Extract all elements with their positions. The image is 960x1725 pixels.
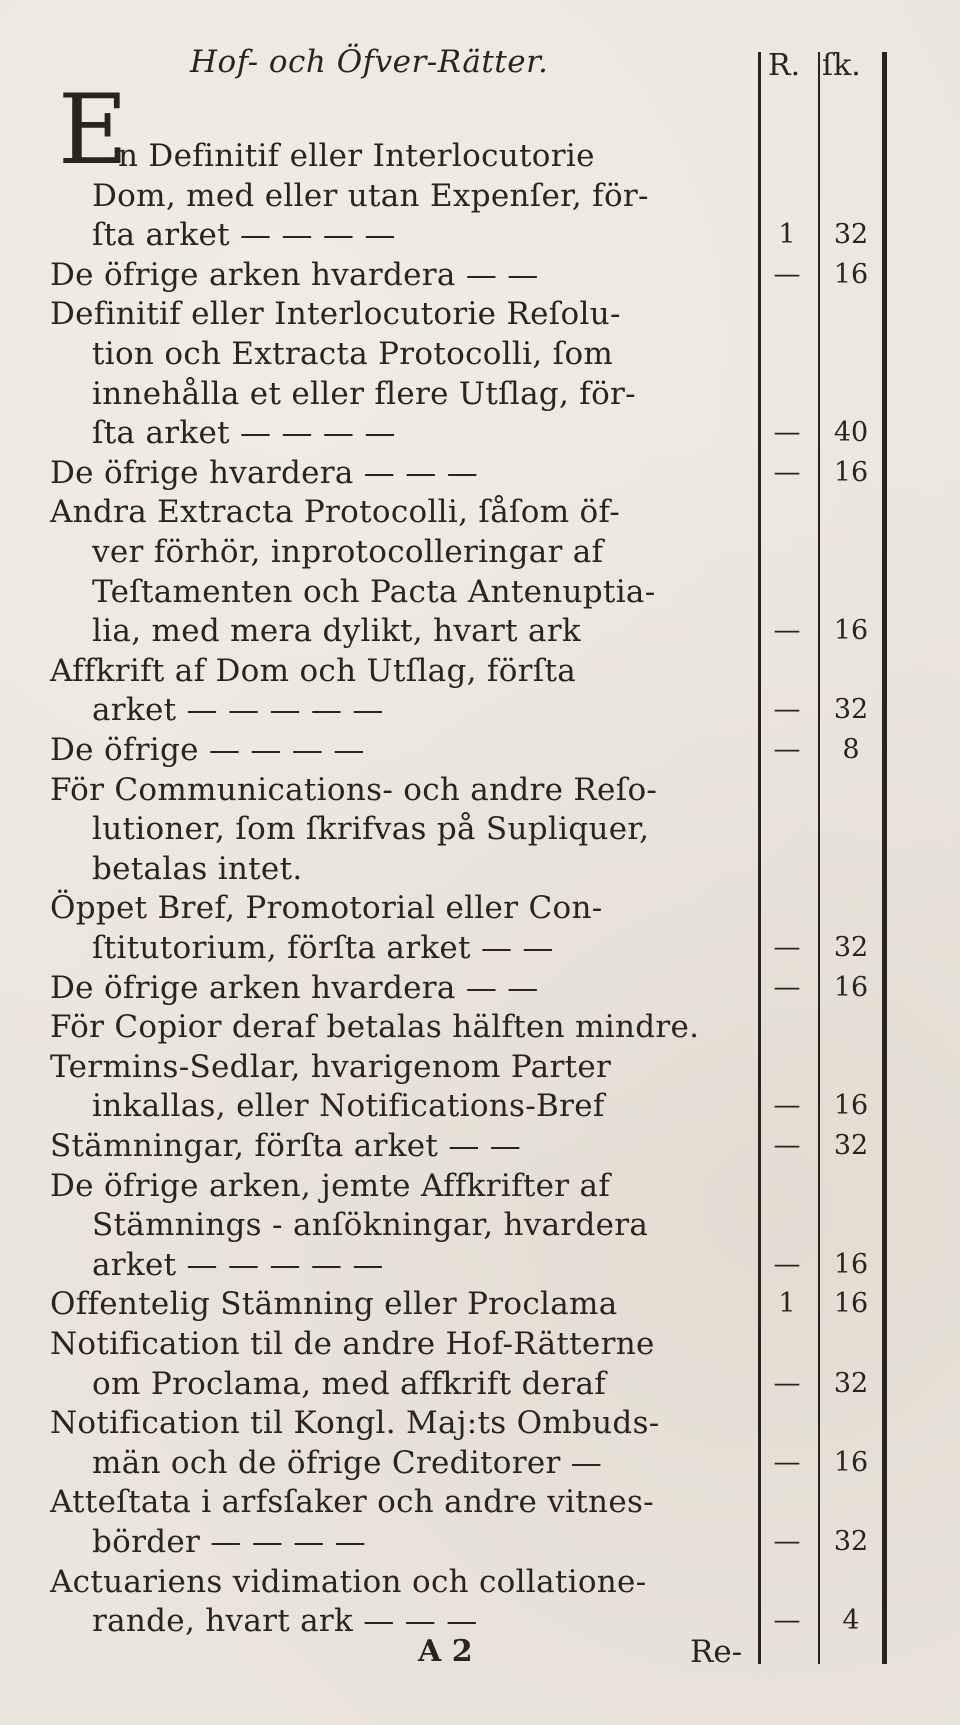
fee-skilling: 32 [833,1367,869,1399]
text-line: De öfrige arken hvardera — — [50,969,539,1006]
text-line: Termins-Sedlar, hvarigenom Parter [50,1048,612,1085]
text-line: lutioner, ſom ſkrifvas på Supliquer, [92,811,650,848]
fee-riksdaler: — [773,1367,801,1399]
fee-riksdaler: — [773,1605,801,1637]
text-line: arket — — — — — [92,1246,384,1283]
text-line: män och de öfrige Creditorer — [92,1444,603,1481]
fee-riksdaler: — [773,1248,801,1280]
text-line: börder — — — — [92,1524,366,1560]
text-line: För Copior deraf betalas hälften mindre. [50,1009,700,1046]
text-line: Teſtamenten och Pacta Antenuptia- [92,573,656,610]
text-line: inkallas, eller Notifications-Bref [92,1088,605,1125]
fee-riksdaler: 1 [778,1288,796,1320]
text-line: Actuariens vidimation och collatione- [50,1563,647,1600]
text-line: ſtitutorium, förſta arket — — [92,930,554,966]
text-line: Affkrift af Dom och Utſlag, förſta [50,652,577,689]
fee-skilling: 16 [833,1248,869,1280]
fee-skilling: 32 [833,1130,869,1161]
text-line: lia, med mera dylikt, hvart ark [92,613,581,650]
text-line: För Communications- och andre Reſo- [50,771,658,808]
text-line: betalas intet. [92,850,303,887]
fee-skilling: 16 [833,1446,869,1478]
fee-riksdaler: — [773,1130,801,1161]
fee-riksdaler: — [773,734,801,765]
text-line: Notification til Kongl. Maj:ts Ombuds- [50,1405,660,1442]
signature-mark: A 2 [418,1634,473,1669]
text-line: De öfrige hvardera — — — [50,454,479,491]
text-line: ſta arket — — — — [92,217,396,254]
fee-riksdaler: — [773,1446,801,1478]
fee-skilling: 40 [833,417,869,449]
text-line: arket — — — — — [92,692,384,729]
fee-skilling: 32 [833,694,869,726]
text-line: Definitif eller Interlocutorie Reſolu- [50,296,621,333]
text-line: innehålla et eller flere Utſlag, för- [92,375,636,412]
column-header-riksdaler: R. [768,48,801,83]
fee-skilling: 16 [833,615,869,647]
text-line: Öppet Bref, Promotorial eller Con- [50,890,603,927]
text-line: tion och Extracta Protocolli, ſom [92,336,614,372]
fee-skilling: 16 [833,1288,869,1320]
text-line: De öfrige arken, jemte Affkrifter af [50,1167,611,1204]
page-title: Hof- och Öfver-Rätter. [190,44,549,80]
fee-riksdaler: — [773,417,801,449]
fee-riksdaler: — [773,694,801,726]
fee-skilling: 16 [833,971,869,1003]
fee-riksdaler: — [773,1090,801,1122]
fee-riksdaler: — [773,456,801,488]
fee-skilling: 16 [833,456,869,488]
catchword: Re- [690,1634,743,1670]
fee-skilling: 4 [842,1605,860,1637]
text-line: Atteſtata i arfsſaker och andre vitnes- [50,1484,654,1521]
table-rule-middle [818,52,820,1664]
text-line: De öfrige — — — — [50,732,365,768]
table-rule-left [758,52,761,1664]
drop-cap: E [58,74,129,186]
text-line: n Definitif eller Interlocutorie [118,138,595,174]
column-header-skilling: ſk. [822,48,861,83]
text-line: rande, hvart ark — — — [92,1603,478,1640]
fee-riksdaler: — [773,1526,801,1557]
fee-skilling: 16 [833,258,869,290]
fee-skilling: 32 [833,219,869,251]
text-line: om Proclama, med affkrift deraf [92,1365,607,1402]
text-line: Stämningar, förſta arket — — [50,1128,522,1164]
text-line: De öfrige arken hvardera — — [50,256,539,293]
text-line: Andra Extracta Protocolli, ſåſom öf- [50,494,620,531]
text-line: Notification til de andre Hof-Rätterne [50,1326,655,1362]
text-line: Stämnings - anſökningar, hvardera [92,1207,649,1244]
text-line: ſta arket — — — — [92,415,396,452]
text-line: Dom, med eller utan Expenſer, för- [92,177,649,214]
table-rule-right [882,52,887,1664]
text-line: Offentelig Stämning eller Proclama [50,1286,618,1323]
fee-riksdaler: 1 [778,219,796,251]
fee-riksdaler: — [773,971,801,1003]
fee-riksdaler: — [773,932,801,963]
text-line: ver förhör, inprotocolleringar af [92,534,604,570]
fee-skilling: 16 [833,1090,869,1122]
fee-skilling: 8 [842,734,860,765]
fee-riksdaler: — [773,615,801,647]
fee-skilling: 32 [833,1526,869,1557]
fee-skilling: 32 [833,932,869,963]
fee-riksdaler: — [773,258,801,290]
